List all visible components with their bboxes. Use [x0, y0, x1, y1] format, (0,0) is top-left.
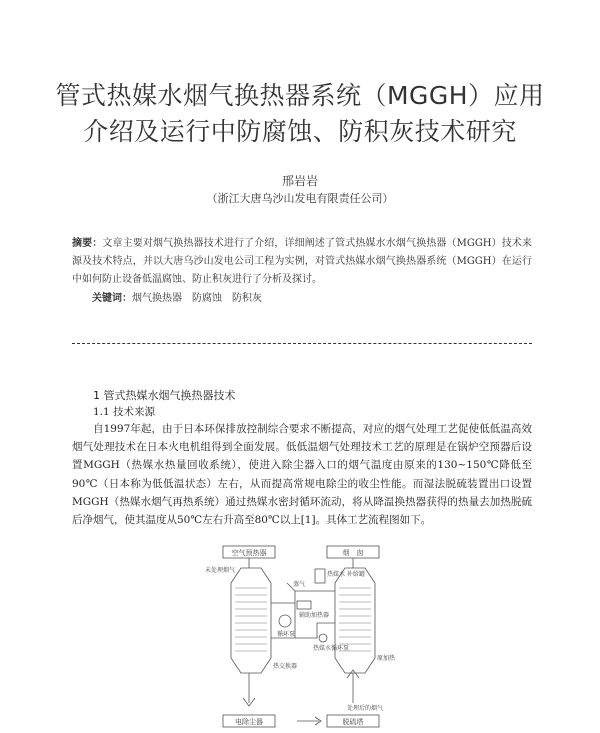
aux-heater-box	[297, 601, 311, 609]
clean-gas-label: 处理后的烟气	[347, 705, 384, 712]
circulation-pump-label: 热媒水循环泵	[313, 645, 350, 652]
body-text	[72, 420, 532, 529]
section-heading: 1 管式热媒水烟气换热器技术	[93, 389, 236, 402]
subsection-heading: 1.1 技术来源	[93, 406, 156, 418]
bypass-heating-label: 原加热	[377, 655, 396, 662]
steam-label: 蒸气	[293, 581, 306, 588]
esp-label: 电除尘器	[235, 718, 263, 726]
abstract-text: 文章主要对烟气换热器技术进行了介绍，详细阐述了管式热媒水水烟气换热器（MGGH）技术来源及技术特点，并以大唐乌沙山发电公司工程为实例，对管式热媒水烟气换热器系统（MGGH）在运行中如何防止设备低温腐蚀、防止积灰进行了分析及探讨。	[72, 238, 533, 285]
pump-symbol	[279, 615, 291, 627]
paper-title	[40, 78, 560, 150]
body-paragraph: 自1997年起，由于日本环保排放控制综合要求不断提高，对应的烟气处理工艺促使低低温高效烟气处理技术在日本火电机组得到全面发展。低低温烟气处理技术工艺的原理是在锅炉空预器后设置MGGH（热媒水热量回收系统），使进入除尘器入口的烟气温度由原来的130~150℃降低至90℃（日本称为低低温状态）左右，从而提高常规电除尘的收尘性能。而湿法脱硫装置出口设置MGGH（热媒水烟气再热系统）通过热媒水密封循环流动，将从降温换热器获得的热量去加热脱硫后净烟气，使其温度从50℃左右升高至80℃以上[1]。具体工艺流程图如下。	[72, 423, 532, 527]
abstract	[72, 235, 532, 289]
abstract-label: 摘要：	[72, 238, 103, 249]
keywords-text: 烟气换热器 防腐蚀 防积灰	[132, 293, 262, 304]
raw-gas-label: 未处理烟气	[205, 567, 236, 574]
desulfurization-label: 脱硫塔	[342, 718, 364, 726]
cooler-vessel	[231, 568, 271, 673]
air-preheater-label: 空气预热器	[231, 549, 267, 557]
author-affiliation: （浙江大唐乌沙山发电有限责任公司）	[206, 192, 394, 205]
feed-tank	[315, 569, 325, 583]
heat-exchanger-label: 热交换器	[273, 663, 298, 670]
reheater-vessel	[335, 568, 375, 673]
author-name: 邢岩岩	[281, 174, 318, 188]
keywords-label: 关键词：	[92, 293, 132, 304]
keywords	[92, 289, 262, 304]
circulation-pump-symbol	[319, 634, 327, 642]
feed-tank-label: 热媒水 补给罐	[327, 571, 365, 578]
chimney-label: 烟 囱	[342, 549, 364, 557]
section-divider	[72, 343, 532, 344]
aux-heater-label: 辅助加热器	[299, 612, 330, 619]
process-flow-figure	[197, 543, 403, 733]
pump-label: 循环泵	[277, 631, 296, 638]
title-line-2: 介绍及运行中防腐蚀、防积灰技术研究	[83, 117, 517, 146]
title-line-1: 管式热媒水烟气换热器系统（MGGH）应用	[55, 81, 545, 110]
